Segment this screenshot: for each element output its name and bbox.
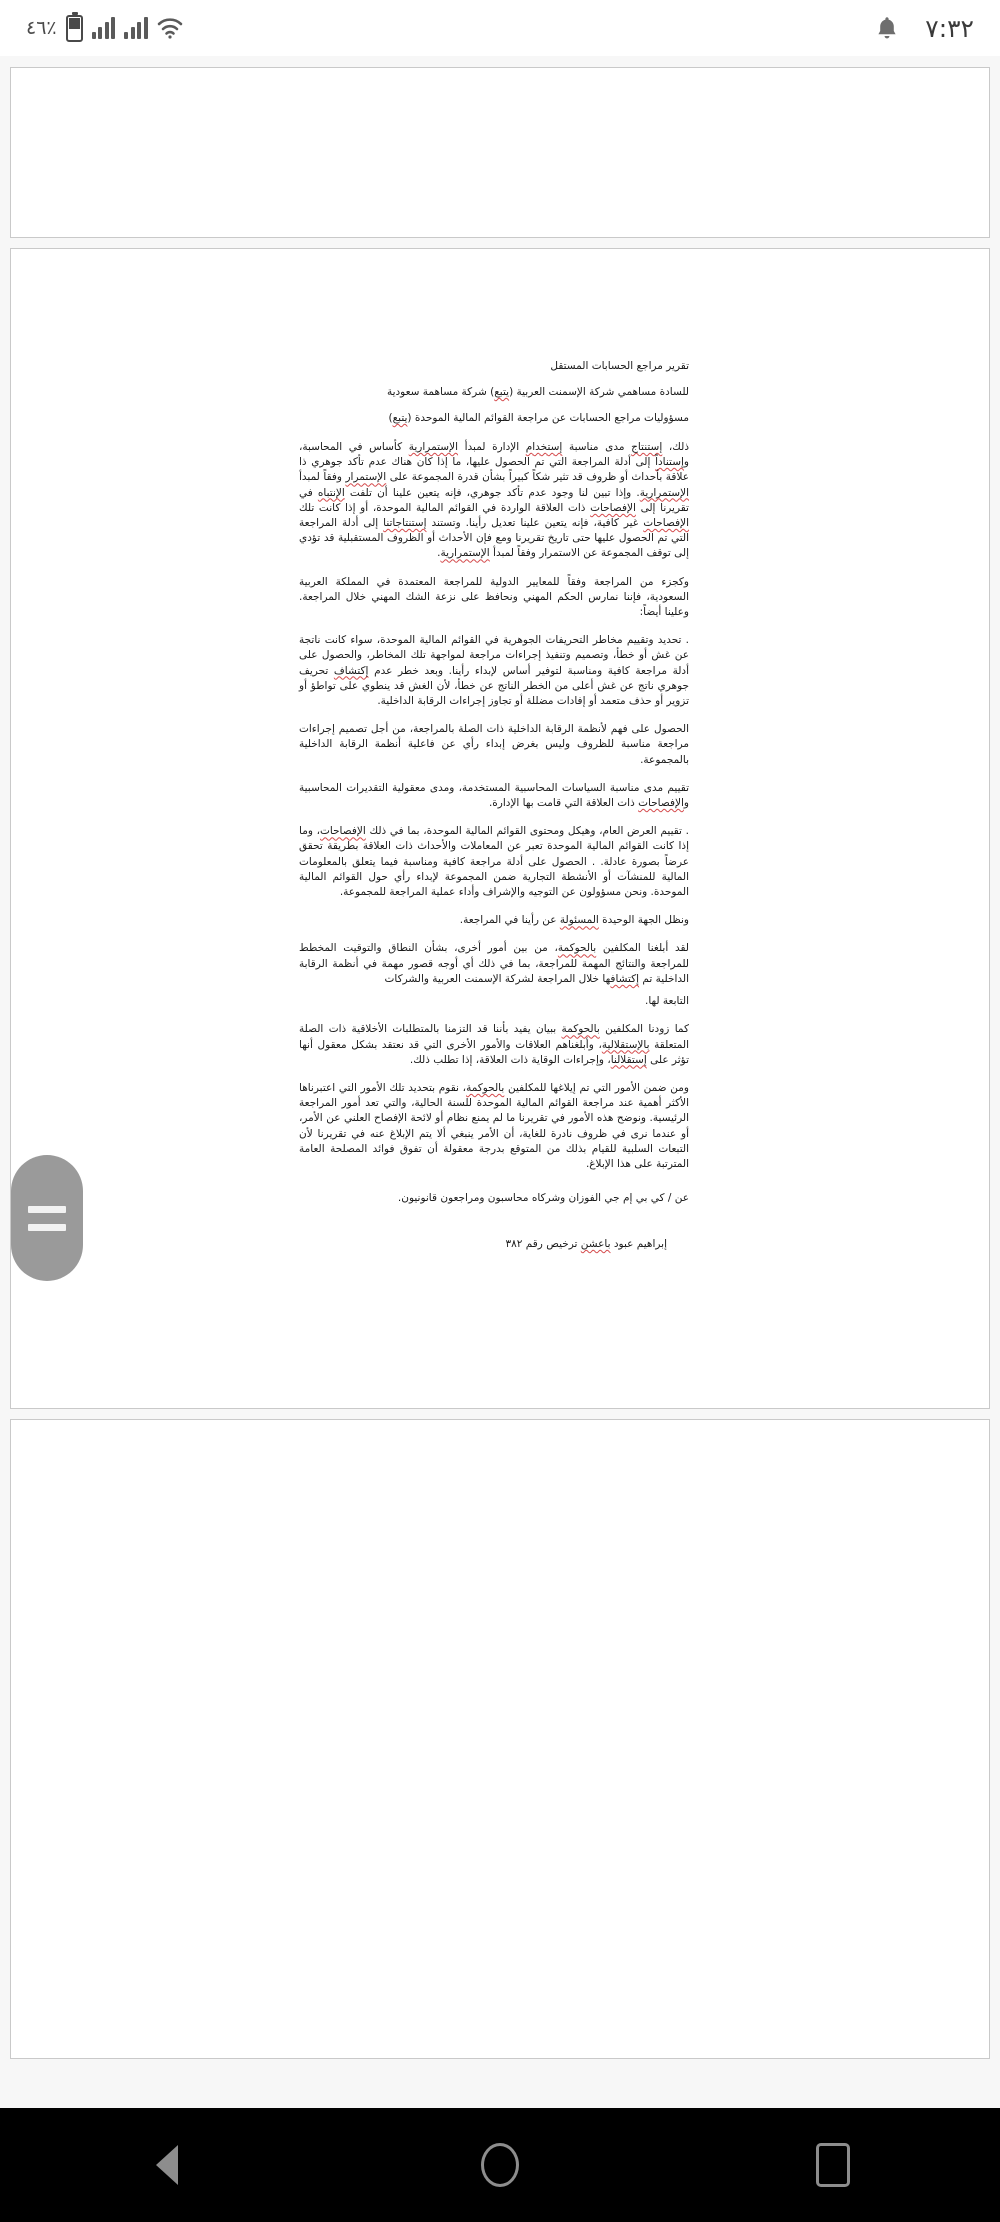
signal-bars-icon [92,17,116,39]
signal-bars-icon-2 [124,17,148,39]
home-nav-icon [481,2143,519,2187]
home-nav-button[interactable] [435,2108,565,2222]
status-bar [0,0,1000,56]
document-page-previous[interactable] [10,67,990,238]
paragraph: ونظل الجهة الوحيدة المسئولة عن رأينا في المراجعة. [459,914,689,927]
spellcheck-word: يتبع [392,412,408,424]
spellcheck-word: بالحوكمة [466,1081,505,1094]
document-page-next[interactable] [10,1419,990,2059]
signature-firm: عن / كي بي إم جي الفوزان وشركاه محاسبون ومراجعون قانونيون. [397,1192,689,1205]
recents-nav-icon [816,2143,850,2187]
spellcheck-word: الإستمرارية [440,547,490,560]
spellcheck-word: إكتشاف [610,972,640,985]
report-addressee: للسادة مساهمي شركة الإسمنت العربية (يتبع) شركة مساهمة سعودية [386,386,689,398]
paragraph: كما زودنا المكلفين بالحوكمة ببيان يفيد بأننا قد التزمنا بالمتطلبات الأخلاقية ذات الصلة المتعلقة بالإستقلالية، وأبلغناهم العلاقات والأمور الأخرى التي قد نعتقد بشكل معقول أنها تؤثر على إستقلالنا، وإجراءات الوقاية ذات العلاقة، إذا تطلب ذلك. [299,1023,689,1066]
spellcheck-word: الإنتباه [317,486,345,499]
spellcheck-word: الإستمرارية [639,486,689,499]
spellcheck-word: الإستمرارية [408,441,459,453]
report-section-heading: مسؤوليات مراجع الحسابات عن مراجعة القوائم المالية الموحدة (يتبع) [388,412,689,424]
spellcheck-word: إستنتاجاتنا [383,517,427,530]
spellcheck-word: إستخدام [525,441,563,453]
paragraph-bullet: تقييم مدى مناسبة السياسات المحاسبية المستخدمة، ومدى معقولية التقديرات المحاسبية والإفصاحات ذات العلاقة التي قامت بها الإدارة. [299,781,689,810]
scrubber-grip-line [28,1224,66,1231]
paragraph-bullet: . تقييم العرض العام، وهيكل ومحتوى القوائم المالية الموحدة، بما في ذلك الإفصاحات، وما إذا كانت القوائم المالية الموحدة تعبر عن المعاملات والأحداث ذات العلاقة بطريقة تحقق عرضاً بصورة عادلة. . الحصول على أدلة مراجعة كافية ومناسبة فيما يتعلق بالمعلومات المالية للمنشآت أو الأنشطة التجارية ضمن المجموعة لإبداء رأي حول القوائم المالية الموحدة. ونحن مسؤولون عن التوجيه والإشراف وأداء عملية المراجعة للمجموعة. [299,825,690,899]
spellcheck-word: إستقلالنا [610,1053,647,1066]
spellcheck-word: إستناداً [655,456,684,469]
paragraph: ومن ضمن الأمور التي تم إيلاغها للمكلفين بالحوكمة، نقوم بتحديد تلك الأمور التي اعتبرناها الأكثر أهمية عند مراجعة القوائم المالية الموحدة للسنة الحالية، والتي تعد أمور المراجعة الرئيسية. ونوضح هذه الأمور في تقريرنا ما لم يمنع نظام أو لائحة الإفصاح العلني عن الأمر، أو عندما نرى في ظروف نادرة للغاية، أن الأمر ينبغي ألا يتم الإبلاغ عنه في تقريرنا لأن التبعات السلبية للقيام بذلك من المتوقع بدرجة معقولة أن تفوق فوائد المصلحة العامة المترتبة على هذا الإبلاغ. [299,1081,689,1170]
spellcheck-word: بالحوكمة [561,1023,600,1036]
back-nav-icon [156,2145,178,2185]
paragraph-bullet: الحصول على فهم لأنظمة الرقابة الداخلية ذات الصلة بالمراجعة، من أجل تصميم إجراءات مراجعة مناسبة للظروف وليس بغرض إبداء رأي عن فاعلية أنظمة الرقابة الداخلية بالمجموعة. [299,723,689,766]
scroll-scrubber-handle[interactable] [11,1155,83,1281]
signature-person: إبراهيم عبود باعشن ترخيص رقم ٣٨٢ [505,1238,667,1251]
spellcheck-word: المسئولة [559,914,599,927]
spellcheck-word: يتبع [494,386,510,398]
wifi-icon [157,17,183,39]
paragraph: وكجزء من المراجعة وفقاً للمعايير الدولية للمراجعة المعتمدة في المملكة العربية السعودية، فإننا نمارس الحكم المهني ونحافظ على نزعة الشك المهني خلال المراجعة. وعلينا أيضاً: [299,575,689,619]
paragraph: لقد أبلغنا المكلفين بالحوكمة، من بين أمور أخرى، بشأن النطاق والتوقيت المخطط للمراجعة والنتائج المهمة للمراجعة، بما في ذلك أي أوجه قصور مهمة في أنظمة الرقابة الداخلية تم إكتشافها خلال المراجعة لشركة الإسمنت العربية والشركات [299,942,690,985]
spellcheck-word: بالإستقلالية [601,1038,650,1051]
spellcheck-word: إكتشاف [333,664,369,677]
spellcheck-word: إستنتاج [631,441,663,453]
spellcheck-word: الإفصاحات [643,517,689,530]
spellcheck-word: باعشن [580,1238,611,1251]
page-text-block [299,353,689,1252]
spellcheck-word: الإفصاحات [638,797,684,810]
document-viewer[interactable] [0,56,1000,2108]
bell-icon [875,15,899,41]
status-bar-right [875,14,974,43]
document-page-current[interactable] [10,248,990,1409]
spellcheck-word: الإفصاحات [319,825,366,838]
android-navigation-bar [0,2108,1000,2222]
paragraph: التابعة لها. [644,995,689,1008]
spellcheck-word: الإستمرار [345,471,387,484]
battery-icon [66,15,83,42]
spellcheck-word: الإفصاحات [590,501,636,514]
back-nav-button[interactable] [102,2108,232,2222]
spellcheck-word: بالحوكمة [557,942,597,955]
paragraph-bullet: . تحديد وتقييم مخاطر التحريفات الجوهرية في القوائم المالية الموحدة، سواء كانت ناتجة عن غش أو خطأ، وتصميم وتنفيذ إجراءات مراجعة لمواجهة تلك المخاطر، والحصول على أدلة مراجعة كافية ومناسبة لتوفير أساس لإبداء رأينا. وبعد خطر عدم إكتشاف تحريف جوهري ناتج عن غش أعلى من الخطر الناتج عن خطأ، لأن الغش قد ينطوي على تواطؤ أو تزوير أو حذف متعمد أو إفادات مضللة أو تجاوز إجراءات الرقابة الداخلية. [299,634,689,708]
report-title: تقرير مراجع الحسابات المستقل [550,360,689,372]
paragraph: ذلك، إستنتاج مدى مناسبة إستخدام الإدارة لمبدأ الإستمرارية كأساس في المحاسبة، وإستناداً إلى أدلة المراجعة التي تم الحصول عليها، ما إذا كان هناك عدم تأكد جوهري ذا علاقة بأحداث أو ظروف قد تثير شكاً كبيراً بشأن قدرة المجموعة على الإستمرار وفقاً لمبدأ الإستمرارية. وإذا تبين لنا وجود عدم تأكد جوهري، فإنه يتعين علينا أن تلفت الإنتباه في تقريرنا إلى الإفصاحات ذات العلاقة الواردة في القوائم المالية الموحدة، أو إذا كانت تلك الإفصاحات غير كافية، فإنه يتعين علينا تعديل رأينا. وتستند إستنتاجاتنا إلى أدلة المراجعة التي تم الحصول عليها حتى تاريخ تقريرنا ومع فإن الأحداث أو الظروف المستقبلية قد تؤدي إلى توقف المجموعة عن الاستمرار وفقاً لمبدأ الإستمرارية. [299,441,689,560]
status-bar-left [26,15,183,42]
recents-nav-button[interactable] [768,2108,898,2222]
scrubber-grip-line [28,1206,66,1213]
battery-percent-label: ٪٤٦ [26,17,57,39]
status-bar-clock: ٧:٣٢ [925,13,974,43]
